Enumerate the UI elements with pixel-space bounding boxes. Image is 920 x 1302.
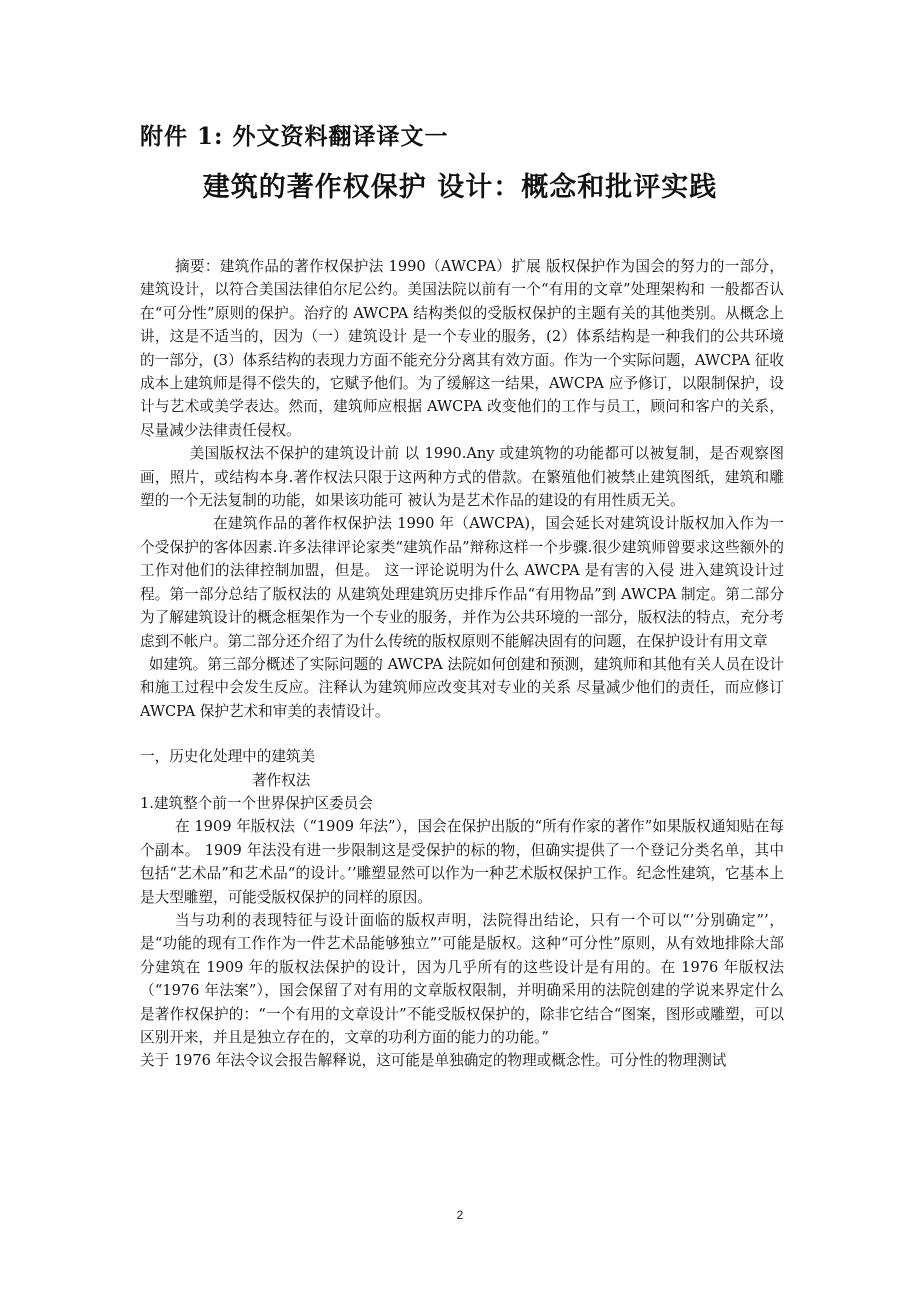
body-paragraph: 在建筑作品的著作权保护法 1990 年（AWCPA)，国会延长对建筑设计版权加入作为一个受保护的客体因素.许多法律评论家类“建筑作品”辩称这样一个步骤.很少建筑师曾要求这些额外的工作对他们的法律控制加盟，但是。 这一评论说明为什么 AWCPA 是有害的入侵 进入建筑设计过程。第一部分总结了版权法的 从建筑处理建筑历史排斥作品“有用物品”到 AWCPA 制定。第二部分为了解建筑设计的概念框架作为一个专业的服务，并作为公共环境的一部分，版权法的特点，充分考虑到不帐户。第二部分还介绍了为什么传统的版权原则不能解决固有的问题，在保护设计有用文章 [140,515,784,650]
section-heading: 一，历史化处理中的建筑美 [140,748,316,766]
page-number: 2 [456,1208,464,1222]
body-paragraph: 在 1909 年版权法（“1909 年法”），国会在保护出版的“所有作家的著作”如果版权通知贴在每个副本。 1909 年法没有进一步限制这是受保护的标的物，但确实提供了一个登记分类名单，其中包括“艺术品”和艺术品“的设计。’’雕塑显然可以作为一种艺术版权保护工作。纪念性建筑，它基本上是大型雕塑，可能受版权保护的同样的原因。 [140,818,784,906]
subsection-heading: 1.建筑整个前一个世界保护区委员会 [140,794,373,812]
abstract-paragraph: 摘要：建筑作品的著作权保护法 1990（AWCPA）扩展 版权保护作为国会的努力的一部分，建筑设计，以符合美国法律伯尔尼公约。美国法院以前有一个“有用的文章”处理架构和 一般都否认在“可分性”原则的保护。治疗的 AWCPA 结构类似的受版权保护的主题有关的其他类别。从概念上讲，这是不适当的，因为（一）建筑设计 是一个专业的服务，(2）体系结构是一种我们的公共环境的一部分，(3）体系结构的表现力方面不能充分分离其有效方面。作为一个实际问题，AWCPA 征收成本上建筑师是得不偿失的，它赋予他们。为了缓解这一结果，AWCPA 应予修订，以限制保护，设计与艺术或美学表达。然而，建筑师应根据 AWCPA 改变他们的工作与员工，顾问和客户的关系，尽量减少法律责任侵权。 [140,258,784,439]
document-title: 建筑的著作权保护 设计：概念和批评实践 [202,172,718,203]
body-paragraph: 关于 1976 年法令议会报告解释说，这可能是单独确定的物理或概念性。可分性的物理测试 [140,1052,727,1070]
body-paragraph: 当与功利的表现特征与设计面临的版权声明，法院得出结论，只有一个可以“’分别确定”’，是“功能的现有工作作为一件艺术品能够独立”’可能是版权。这种“可分性”原则，从有效地排除大部分建筑在 1909 年的版权法保护的设计，因为几乎所有的这些设计是有用的。在 1976 年版权法（“1976 年法案”），国会保留了对有用的文章版权限制，并明确采用的法院创建的学说来界定什么是著作权保护的：“一个有用的文章设计”不能受版权保护的，除非它结合“图案，图形或雕塑，可以区别开来，并且是独立存在的，文章的功利方面的能力的功能。” [140,911,784,1046]
body-paragraph: 如建筑。第三部分概述了实际问题的 AWCPA 法院如何创建和预测，建筑师和其他有关人员在设计和施工过程中会发生反应。注释认为建筑师应改变其对专业的关系 尽量减少他们的责任，而应修订 AWCPA 保护艺术和审美的表情设计。 [140,655,784,720]
section-subheading: 著作权法 [252,771,311,789]
appendix-heading: 附件 1: 外文资料翻译译文一 [140,123,449,150]
body-paragraph: 美国版权法不保护的建筑设计前 以 1990.Any 或建筑物的功能都可以被复制，是否观察图画，照片，或结构本身.著作权法只限于这两种方式的借款。在繁殖他们被禁止建筑图纸，建筑和雕塑的一个无法复制的功能，如果该功能可 被认为是艺术作品的建设的有用性质无关。 [140,445,784,510]
section-spacer [140,723,784,745]
document-body [140,255,784,1073]
